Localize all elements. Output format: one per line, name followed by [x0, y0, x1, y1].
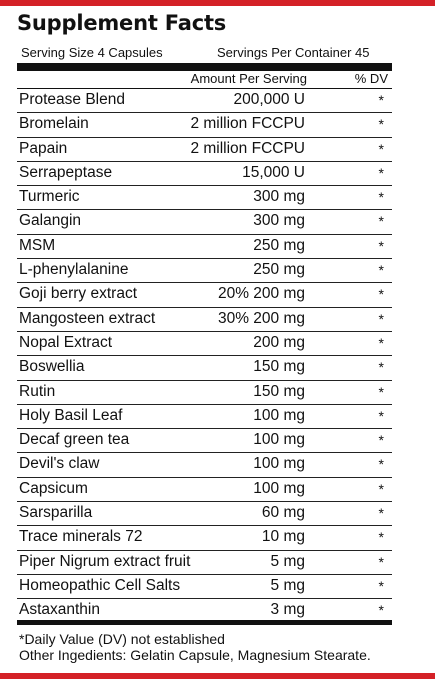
table-row [17, 89, 392, 113]
ingredient-dv: * [378, 286, 384, 303]
column-header [17, 71, 392, 89]
ingredient-amount: 100 mg [253, 431, 305, 449]
table-row [17, 429, 392, 453]
table-row [17, 526, 392, 550]
amount-header: Amount Per Serving [190, 71, 307, 86]
table-row [17, 283, 392, 307]
ingredient-dv: * [378, 116, 384, 133]
table-row [17, 138, 392, 162]
panel-title: Supplement Facts [17, 11, 227, 35]
bottom-accent-bar [0, 673, 435, 679]
ingredient-dv: * [378, 456, 384, 473]
ingredient-dv: * [378, 334, 384, 351]
ingredient-dv: * [378, 505, 384, 522]
ingredient-name: Astaxanthin [19, 601, 100, 619]
other-ingredients: Other Ingedients: Gelatin Capsule, Magnesium Stearate. [19, 647, 371, 664]
ingredient-name: Rutin [19, 382, 56, 400]
table-row [17, 235, 392, 259]
table-row [17, 186, 392, 210]
ingredient-amount: 3 mg [270, 601, 305, 619]
table-row [17, 332, 392, 356]
ingredient-dv: * [378, 432, 384, 449]
ingredient-name: Capsicum [19, 479, 88, 497]
serving-info [17, 36, 392, 71]
ingredient-amount: 10 mg [261, 528, 305, 546]
ingredient-name: Boswellia [19, 358, 85, 376]
servings-per-container: Servings Per Container 45 [217, 45, 370, 60]
ingredient-name: Piper Nigrum extract fruit [19, 552, 191, 570]
table-row [17, 259, 392, 283]
ingredient-name: Goji berry extract [19, 285, 138, 303]
ingredient-dv: * [378, 577, 384, 594]
ingredient-amount: 100 mg [253, 406, 305, 424]
ingredient-dv: * [378, 262, 384, 279]
table-row [17, 551, 392, 575]
ingredient-amount: 250 mg [253, 261, 305, 279]
ingredient-amount: 5 mg [270, 552, 305, 570]
table-row [17, 599, 392, 625]
ingredient-name: Serrapeptase [19, 163, 113, 181]
ingredient-amount: 20% 200 mg [217, 285, 305, 303]
ingredient-name: Turmeric [19, 188, 80, 206]
table-row [17, 405, 392, 429]
table-row [17, 453, 392, 477]
supplement-facts-panel [17, 10, 392, 663]
ingredient-dv: * [378, 553, 384, 570]
ingredient-dv: * [378, 189, 384, 206]
table-row [17, 308, 392, 332]
ingredient-amount: 2 million FCCPU [190, 115, 305, 133]
ingredient-amount: 150 mg [253, 358, 305, 376]
ingredient-name: Nopal Extract [19, 333, 113, 351]
ingredient-name: Papain [19, 139, 68, 157]
table-row [17, 381, 392, 405]
ingredient-name: Devil's claw [19, 455, 100, 473]
ingredient-dv: * [378, 213, 384, 230]
ingredient-name: Sarsparilla [19, 504, 93, 522]
table-row [17, 356, 392, 380]
ingredient-dv: * [378, 383, 384, 400]
table-row [17, 113, 392, 137]
ingredient-amount: 2 million FCCPU [190, 139, 305, 157]
table-row [17, 575, 392, 599]
ingredient-dv: * [378, 529, 384, 546]
top-accent-bar [0, 0, 435, 6]
ingredient-name: Homeopathic Cell Salts [19, 576, 181, 594]
table-row [17, 162, 392, 186]
ingredient-amount: 150 mg [253, 382, 305, 400]
ingredient-amount: 30% 200 mg [217, 309, 305, 327]
ingredient-amount: 300 mg [253, 212, 305, 230]
table-row [17, 210, 392, 234]
ingredient-amount: 100 mg [253, 455, 305, 473]
ingredient-name: Galangin [19, 212, 82, 230]
footnote: *Daily Value (DV) not established [19, 631, 225, 648]
serving-size: Serving Size 4 Capsules [21, 45, 163, 60]
ingredient-dv: * [378, 480, 384, 497]
table-row [17, 478, 392, 502]
ingredient-name: MSM [19, 236, 56, 254]
ingredient-amount: 15,000 U [242, 163, 305, 181]
ingredient-amount: 200 mg [253, 333, 305, 351]
ingredient-name: Holy Basil Leaf [19, 406, 123, 424]
footer [17, 631, 392, 663]
ingredient-dv: * [378, 359, 384, 376]
dv-header: % DV [354, 71, 388, 86]
table-row [17, 502, 392, 526]
ingredient-dv: * [378, 92, 384, 108]
ingredient-amount: 250 mg [253, 236, 305, 254]
ingredient-name: Trace minerals 72 [19, 528, 143, 546]
ingredient-amount: 200,000 U [233, 91, 305, 108]
ingredient-dv: * [378, 140, 384, 157]
ingredient-amount: 60 mg [261, 504, 305, 522]
ingredient-amount: 300 mg [253, 188, 305, 206]
ingredient-dv: * [378, 237, 384, 254]
ingredient-dv: * [378, 164, 384, 181]
ingredient-name: Mangosteen extract [19, 309, 156, 327]
ingredient-name: Protease Blend [19, 91, 125, 108]
ingredient-dv: * [378, 602, 384, 619]
ingredient-dv: * [378, 407, 384, 424]
ingredient-name: Decaf green tea [19, 431, 130, 449]
ingredient-name: Bromelain [19, 115, 89, 133]
ingredient-list [17, 89, 392, 625]
ingredient-amount: 100 mg [253, 479, 305, 497]
ingredient-dv: * [378, 310, 384, 327]
ingredient-name: L-phenylalanine [19, 261, 129, 279]
ingredient-amount: 5 mg [270, 576, 305, 594]
